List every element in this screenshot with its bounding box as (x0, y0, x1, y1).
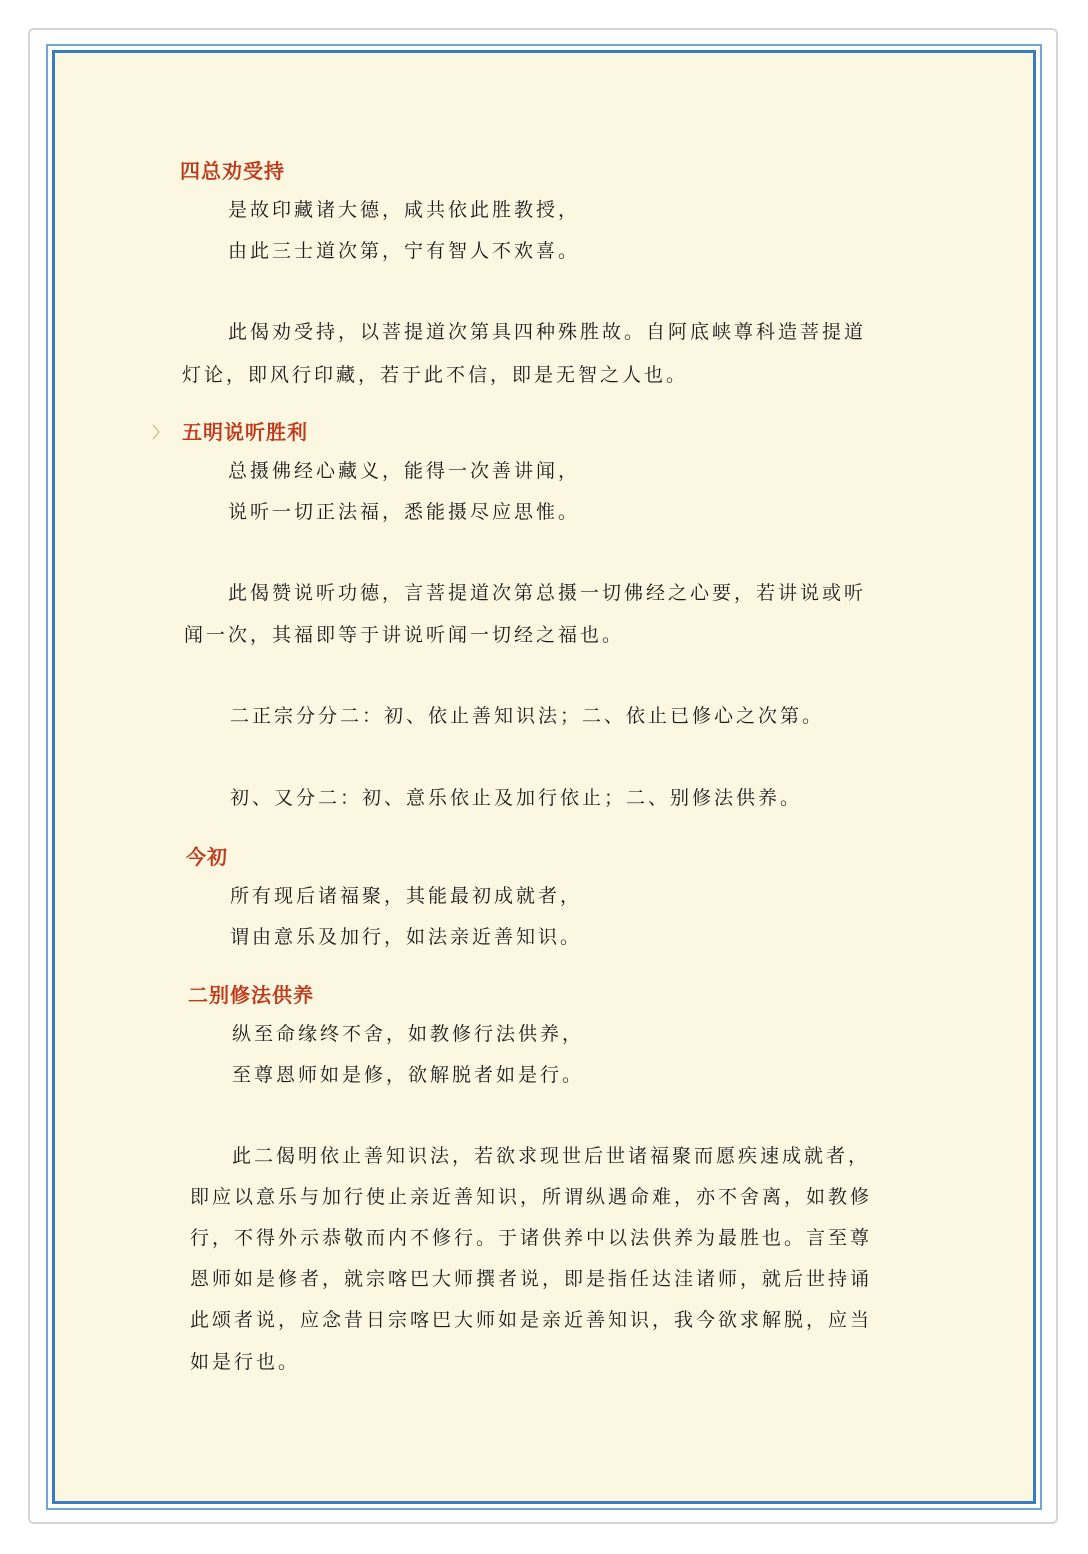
verse-line: 谓由意乐及加行，如法亲近善知识。 (230, 926, 583, 948)
section-heading: 二别修法供养 (188, 983, 314, 1007)
verse-line: 所有现后诸福聚，其能最初成就者， (230, 885, 583, 907)
verse-line: 由此三士道次第，宁有智人不欢喜。 (228, 240, 581, 262)
verse-line: 总摄佛经心藏义，能得一次善讲闻， (228, 460, 581, 482)
paragraph-line: 此偈劝受持，以菩提道次第具四种殊胜故。自阿底峡尊科造菩提道 (228, 321, 867, 343)
paragraph-line: 此颂者说，应念昔日宗喀巴大师如是亲近善知识，我今欲求解脱，应当 (190, 1309, 873, 1331)
paragraph-line: 恩师如是修者，就宗喀巴大师撰者说，即是指任达洼诸师，就后世持诵 (190, 1268, 873, 1290)
section-heading: 今初 (186, 845, 228, 869)
verse-line: 说听一切正法福，悉能摄尽应思惟。 (228, 501, 581, 523)
verse-line: 纵至命缘终不舍，如教修行法供养， (232, 1023, 585, 1045)
section-heading: 五明说听胜利 (182, 420, 308, 444)
verse-line: 是故印藏诸大德，咸共依此胜教授， (228, 199, 581, 221)
paragraph-line: 即应以意乐与加行使止亲近善知识，所谓纵遇命难，亦不舍离，如教修 (190, 1186, 873, 1208)
paragraph-line: 初、又分二：初、意乐依止及加行依止；二、别修法供养。 (230, 787, 803, 809)
paragraph-line: 此偈赞说听功德，言菩提道次第总摄一切佛经之心要，若讲说或听 (228, 582, 867, 604)
paragraph-line: 行，不得外示恭敬而内不修行。于诸供养中以法供养为最胜也。言至尊 (190, 1227, 873, 1249)
paragraph-line: 此二偈明依止善知识法，若欲求现世后世诸福聚而愿疾速成就者， (232, 1145, 871, 1167)
section-heading: 四总劝受持 (180, 159, 285, 183)
verse-line: 至尊恩师如是修，欲解脱者如是行。 (232, 1064, 585, 1086)
paragraph-line: 灯论，即风行印藏，若于此不信，即是无智之人也。 (182, 364, 689, 386)
paragraph-line: 闻一次，其福即等于讲说听闻一切经之福也。 (184, 624, 625, 646)
chevron-marker-icon: 〉 (152, 423, 169, 442)
paragraph-line: 二正宗分分二：初、依止善知识法；二、依止已修心之次第。 (230, 705, 825, 727)
paragraph-line: 如是行也。 (190, 1351, 301, 1373)
